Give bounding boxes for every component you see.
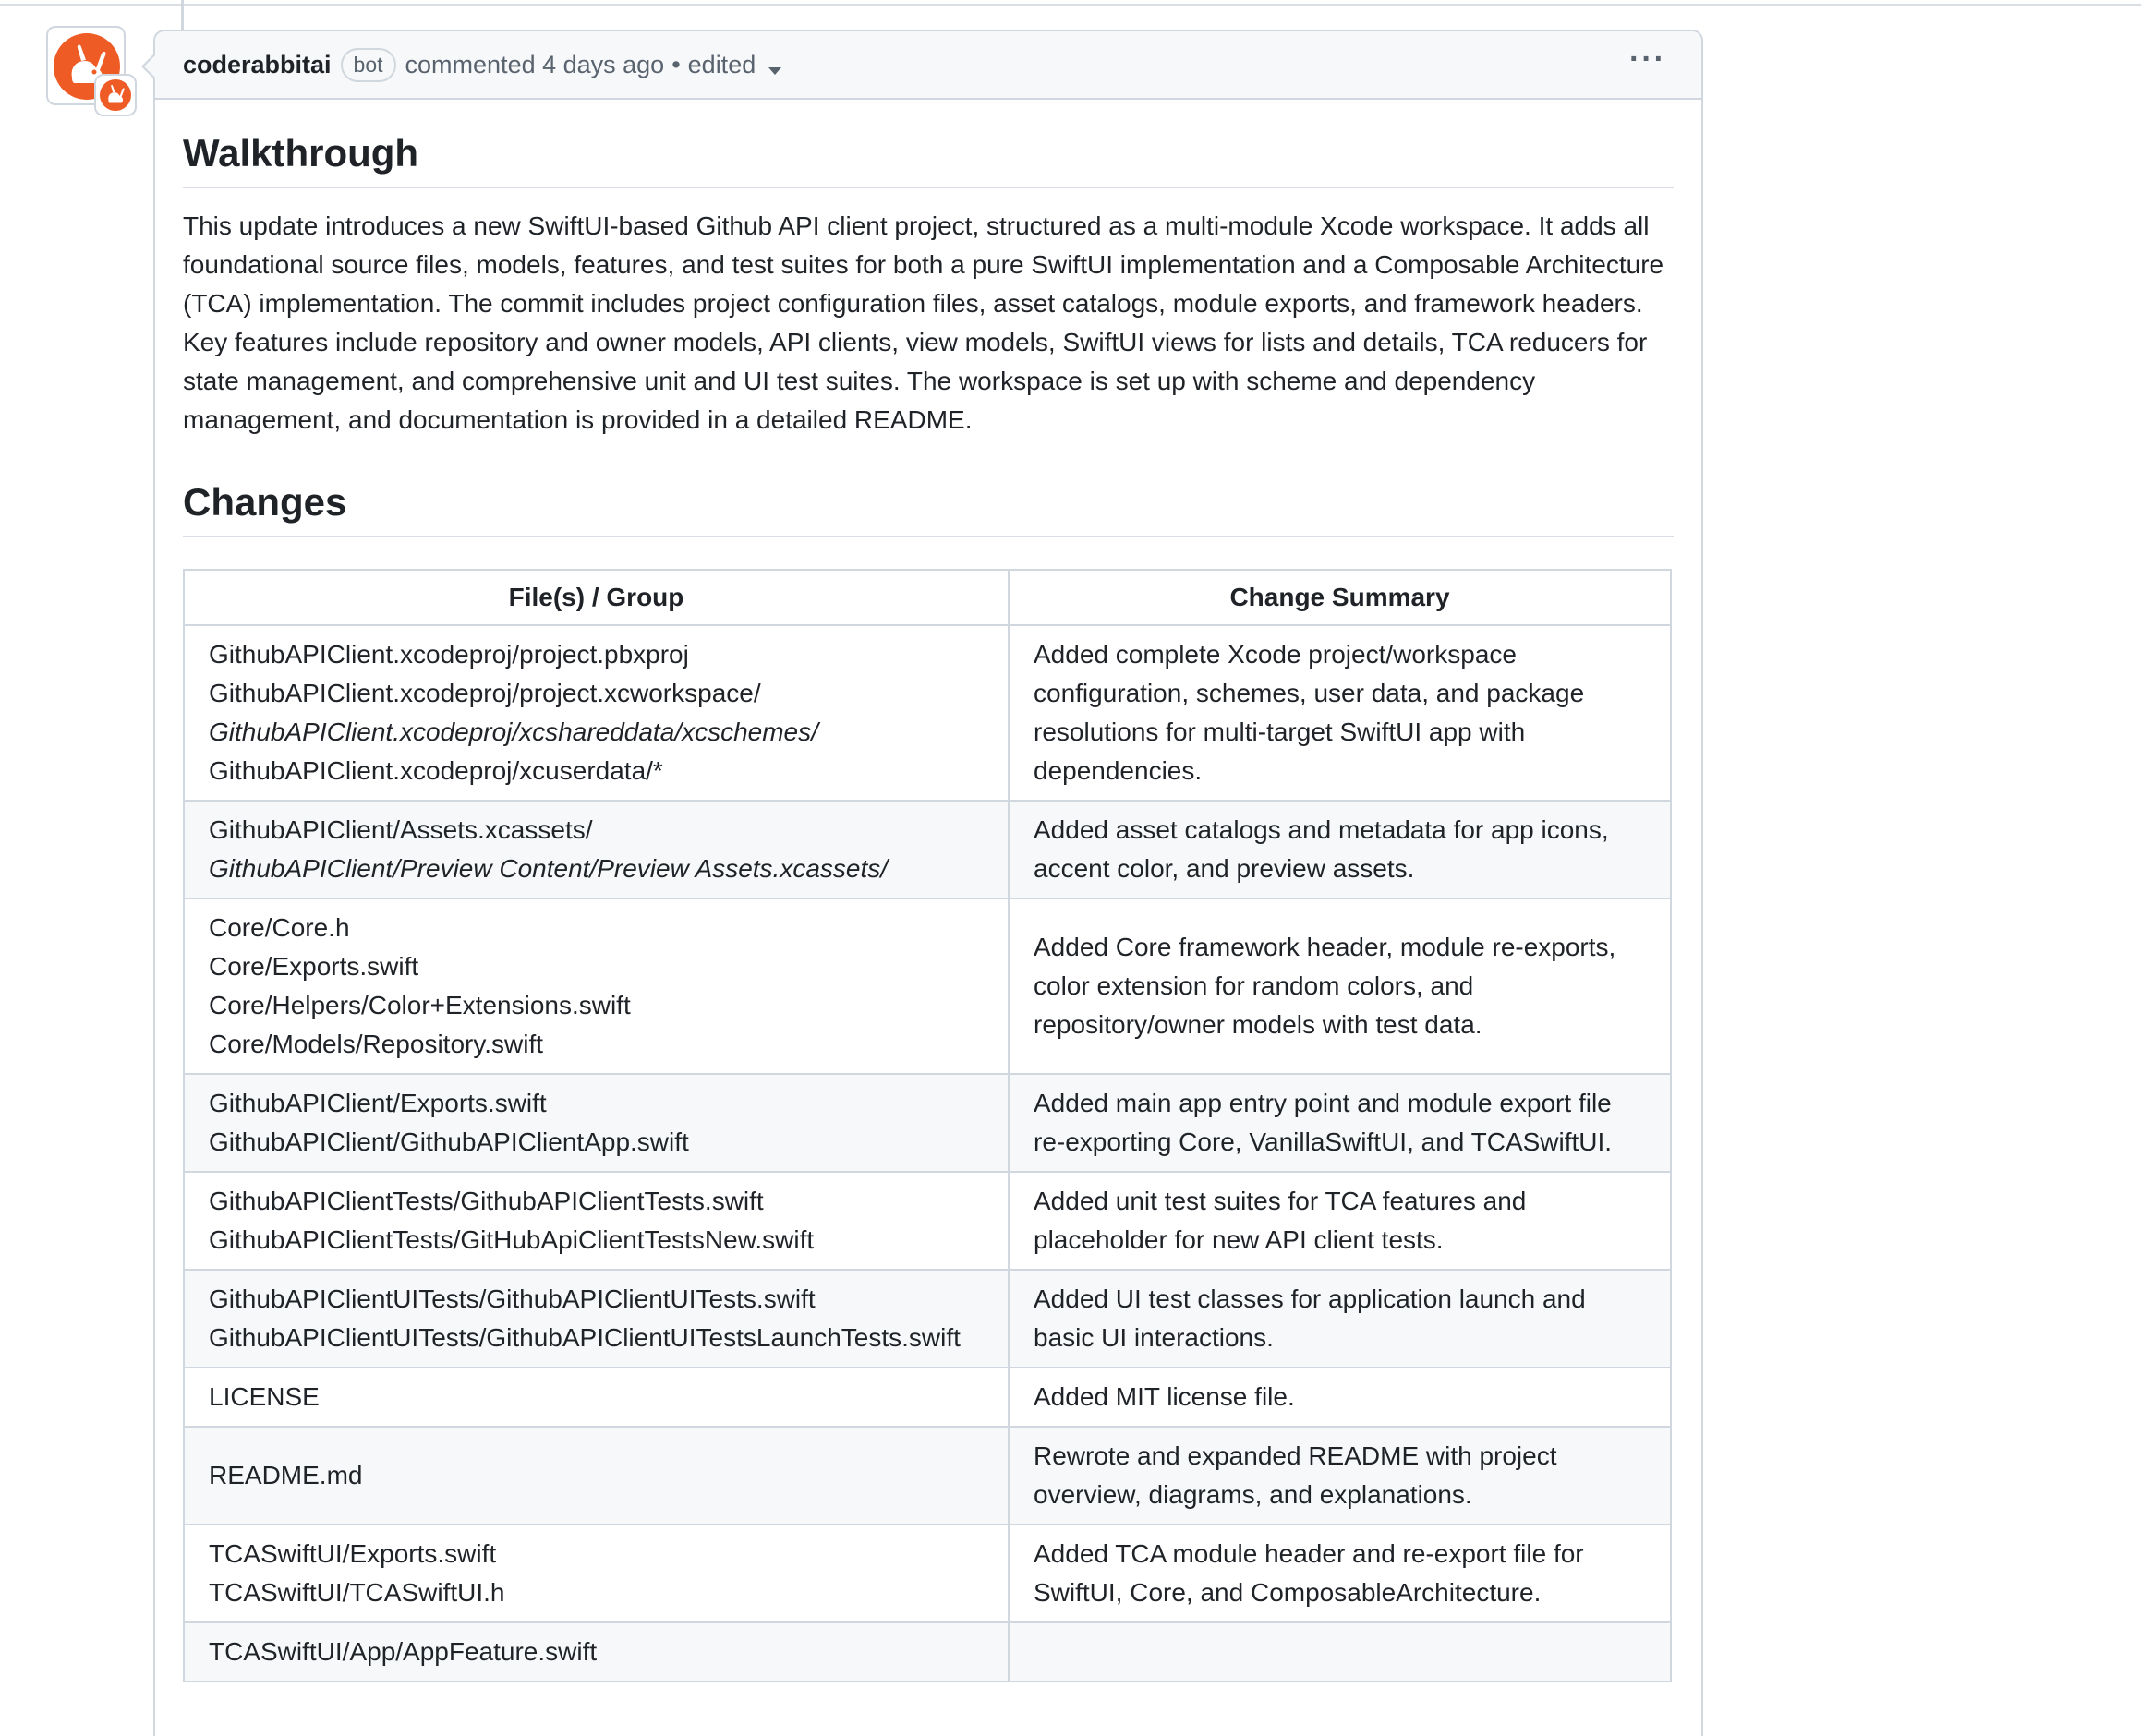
- table-row: [184, 1525, 1671, 1622]
- table-row: [184, 1622, 1671, 1682]
- file-path: GithubAPIClient/Preview Content/Preview Assets.xcassets/: [209, 854, 889, 883]
- table-row: [184, 1427, 1671, 1525]
- file-path: GithubAPIClientTests/GitHubApiClientTestsNew.swift: [209, 1225, 815, 1254]
- files-cell: [184, 1172, 1009, 1270]
- changes-heading: Changes: [183, 480, 1674, 537]
- files-cell: [184, 625, 1009, 801]
- files-cell: [184, 1270, 1009, 1368]
- file-path: Core/Exports.swift: [209, 952, 419, 981]
- comment-box: [153, 30, 1703, 1736]
- page-top-divider: [0, 0, 2141, 6]
- comment-pointer-fill: [144, 55, 155, 78]
- table-row: [184, 1270, 1671, 1368]
- table-row: [184, 898, 1671, 1074]
- file-path: Core/Core.h: [209, 913, 350, 942]
- files-cell: [184, 1427, 1009, 1525]
- changes-table: [183, 569, 1672, 1682]
- edited-dropdown[interactable]: [688, 51, 782, 79]
- file-path: Core/Helpers/Color+Extensions.swift: [209, 991, 631, 1019]
- file-path: TCASwiftUI/App/AppFeature.swift: [209, 1637, 598, 1666]
- file-path: GithubAPIClient.xcodeproj/xcuserdata/*: [209, 756, 663, 785]
- file-path: GithubAPIClientUITests/GithubAPIClientUITestsLaunchTests.swift: [209, 1323, 961, 1352]
- table-row: [184, 1368, 1671, 1427]
- file-path: GithubAPIClient.xcodeproj/project.xcworkspace/: [209, 679, 761, 707]
- column-header-summary: Change Summary: [1009, 570, 1671, 625]
- walkthrough-text: This update introduces a new SwiftUI-based Github API client project, structured as a multi-module Xcode workspace. It adds all foundational source files, models, features, and test suites for both a pure SwiftUI implementation and a Composable Architecture (TCA) implementation. The commit includes project configuration files, asset catalogs, module exports, and framework headers. Key features include repository and owner models, API clients, view models, SwiftUI views for lists and details, TCA reducers for state management, and comprehensive unit and UI test suites. The workspace is set up with scheme and dependency management, and documentation is provided in a detailed README.: [183, 211, 1664, 434]
- table-row: [184, 625, 1671, 801]
- file-path: GithubAPIClientUITests/GithubAPIClientUITests.swift: [209, 1284, 816, 1313]
- edited-label: edited: [687, 50, 756, 78]
- file-path: Core/Models/Repository.swift: [209, 1030, 544, 1058]
- file-path: TCASwiftUI/Exports.swift: [209, 1539, 497, 1568]
- comment-body: [155, 131, 1701, 1682]
- meta-separator: •: [671, 50, 681, 78]
- file-path: GithubAPIClientTests/GithubAPIClientTests.swift: [209, 1187, 764, 1215]
- summary-cell: Rewrote and expanded README with project overview, diagrams, and explanations.: [1009, 1427, 1671, 1525]
- file-path: README.md: [209, 1461, 363, 1489]
- files-cell: [184, 1368, 1009, 1427]
- summary-cell: Added UI test classes for application launch and basic UI interactions.: [1009, 1270, 1671, 1368]
- summary-cell: Added main app entry point and module export file re-exporting Core, VanillaSwiftUI, and TCASwiftUI.: [1009, 1074, 1671, 1172]
- file-path: GithubAPIClient.xcodeproj/xcshareddata/xcschemes/: [209, 717, 818, 746]
- file-path: GithubAPIClient/Assets.xcassets/: [209, 815, 593, 844]
- author-avatar[interactable]: [46, 26, 126, 105]
- comment-author[interactable]: coderabbitai: [183, 50, 332, 78]
- walkthrough-heading: Walkthrough: [183, 131, 1674, 188]
- chevron-down-icon: [768, 67, 781, 75]
- column-header-files: File(s) / Group: [184, 570, 1009, 625]
- file-path: TCASwiftUI/TCASwiftUI.h: [209, 1578, 505, 1607]
- comment-timestamp[interactable]: commented 4 days ago: [405, 50, 665, 78]
- table-row: [184, 1172, 1671, 1270]
- summary-cell: Added Core framework header, module re-exports, color extension for random colors, and repository/owner models with test data.: [1009, 898, 1671, 1074]
- files-cell: [184, 1525, 1009, 1622]
- summary-cell: Added MIT license file.: [1009, 1368, 1671, 1427]
- summary-cell: Added TCA module header and re-export file for SwiftUI, Core, and ComposableArchitecture.: [1009, 1525, 1671, 1622]
- files-cell: [184, 801, 1009, 898]
- timeline-line: [181, 0, 184, 30]
- summary-cell: Added complete Xcode project/workspace configuration, schemes, user data, and package resolutions for multi-target SwiftUI app with dependencies.: [1009, 625, 1671, 801]
- file-path: GithubAPIClient.xcodeproj/project.pbxproj: [209, 640, 689, 669]
- files-cell: [184, 1074, 1009, 1172]
- table-row: [184, 1074, 1671, 1172]
- bot-avatar-badge: [94, 74, 137, 116]
- table-row: [184, 801, 1671, 898]
- comment-header: [155, 31, 1701, 100]
- table-header-row: [184, 570, 1671, 625]
- summary-cell: [1009, 1622, 1671, 1682]
- file-path: GithubAPIClient/Exports.swift: [209, 1089, 547, 1117]
- bot-badge: bot: [341, 48, 396, 82]
- kebab-menu-icon[interactable]: ···: [1629, 42, 1666, 77]
- file-path: LICENSE: [209, 1382, 320, 1411]
- file-path: GithubAPIClient/GithubAPIClientApp.swift: [209, 1127, 689, 1156]
- files-cell: [184, 898, 1009, 1074]
- summary-cell: Added unit test suites for TCA features and placeholder for new API client tests.: [1009, 1172, 1671, 1270]
- summary-cell: Added asset catalogs and metadata for app icons, accent color, and preview assets.: [1009, 801, 1671, 898]
- files-cell: [184, 1622, 1009, 1682]
